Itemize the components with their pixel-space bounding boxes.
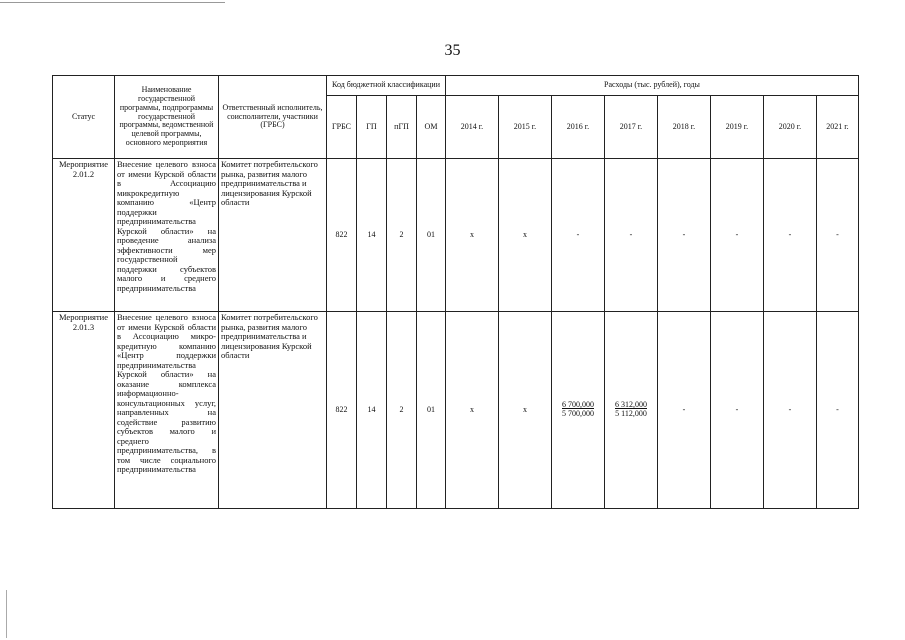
header-name: Наименование государственной программы, подпрограммы государственной программы, ведомственной целевой программы, основного мероприятия: [115, 76, 219, 159]
cell-2019: -: [711, 159, 764, 312]
cell-2018: -: [658, 159, 711, 312]
cell-grbs: 822: [327, 159, 357, 312]
page-number: 35: [444, 42, 461, 59]
header-expenses: Расходы (тыс. рублей), годы: [446, 76, 859, 96]
header-gp: ГП: [357, 96, 387, 159]
header-year: 2020 г.: [764, 96, 817, 159]
header-year: 2014 г.: [446, 96, 499, 159]
cell-2020: -: [764, 312, 817, 509]
table-row: [53, 159, 859, 312]
header-pgp: пГП: [387, 96, 417, 159]
header-executor: Ответственный исполнитель, соисполнители, участники (ГРБС): [219, 76, 327, 159]
cell-pgp: 2: [387, 159, 417, 312]
cell-2017: [605, 312, 658, 509]
amount-current: 5 700,000: [562, 409, 594, 418]
amount-previous: 6 700,000: [562, 400, 594, 410]
row-status: Мероприятие 2.01.2: [53, 159, 115, 312]
header-om: ОМ: [417, 96, 446, 159]
cell-grbs: 822: [327, 312, 357, 509]
table-row: [53, 312, 859, 509]
amount-previous: 6 312,000: [615, 400, 647, 410]
header-year: 2019 г.: [711, 96, 764, 159]
cell-gp: 14: [357, 159, 387, 312]
cell-2021: -: [817, 312, 859, 509]
header-grbs: ГРБС: [327, 96, 357, 159]
row-name: Внесение целевого взноса от имени Курской области в Ассоциацию микрокредитную компанию «Центр поддержки предпринимательства Курской области» на проведение анализа эффективности мер государственной поддержки субъектов малого и среднего предпринимательства: [115, 159, 219, 312]
cell-2014: х: [446, 159, 499, 312]
header-year: 2017 г.: [605, 96, 658, 159]
cell-2014: х: [446, 312, 499, 509]
cell-om: 01: [417, 312, 446, 509]
cell-2015: х: [499, 159, 552, 312]
header-status: Статус: [53, 76, 115, 159]
cell-2019: -: [711, 312, 764, 509]
cell-2018: -: [658, 312, 711, 509]
cell-om: 01: [417, 159, 446, 312]
row-executor: Комитет потребительского рынка, развития малого предпринимательства и лицензирования Курской области: [219, 159, 327, 312]
cell-2017: -: [605, 159, 658, 312]
margin-mark: [6, 590, 7, 638]
header-year: 2018 г.: [658, 96, 711, 159]
cell-2016: [552, 312, 605, 509]
header-budget-code: Код бюджетной классификации: [327, 76, 446, 96]
cell-pgp: 2: [387, 312, 417, 509]
cell-2020: -: [764, 159, 817, 312]
budget-table: [52, 75, 859, 509]
amount-current: 5 112,000: [615, 409, 647, 418]
cell-2021: -: [817, 159, 859, 312]
header-year: 2015 г.: [499, 96, 552, 159]
top-rule: [0, 2, 225, 3]
header-year: 2021 г.: [817, 96, 859, 159]
header-year: 2016 г.: [552, 96, 605, 159]
row-name: Внесение целевого взноса от имени Курской области в Ассоциацию микро-кредитную компанию «Центр поддержки предпринимательства Курской области» на оказание комплекса информационно-консультационных услуг, направленных на содействие развитию субъектов малого и среднего предпринимательства, в том числе социального предпринимательства: [115, 312, 219, 509]
cell-2015: х: [499, 312, 552, 509]
cell-2016: -: [552, 159, 605, 312]
cell-gp: 14: [357, 312, 387, 509]
row-executor: Комитет потребительского рынка, развития малого предпринимательства и лицензирования Курской области: [219, 312, 327, 509]
row-status: Мероприятие 2.01.3: [53, 312, 115, 509]
